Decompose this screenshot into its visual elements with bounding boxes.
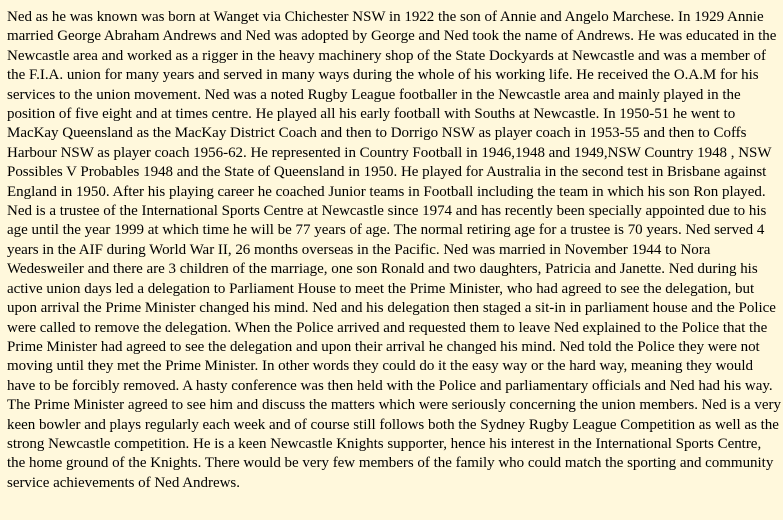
biography-paragraph: Ned as he was known was born at Wanget via Chichester NSW in 1922 the son of Annie and Angelo Marchese. In 1929 Annie married George Abraham Andrews and Ned was adopted by George and Ned took the name of Andrews. He was educated in the Newcastle area and worked as a rigger in the heavy machinery shop of the State Dockyards at Newcastle and was a member of the F.I.A. union for many years and served in many ways during the whole of his working life. He received the O.A.M for his services to the union movement. Ned was a noted Rugby League footballer in the Newcastle area and mainly played in the position of five eight and at times centre. He played all his early football with Souths at Newcastle. In 1950-51 he went to MacKay Queensland as the MacKay District Coach and then to Dorrigo NSW as player coach in 1953-55 and then to Coffs Harbour NSW as player coach 1956-62. He represented in Country Football in 1946,1948 and 1949,NSW Country 1948 , NSW Possibles V Probables 1948 and the State of Queensland in 1950. He played for Australia in the second test in Brisbane against England in 1950. After his playing career he coached Junior teams in Football including the team in which his son Ron played. Ned is a trustee of the International Sports Centre at Newcastle since 1974 and has recently been specially appointed due to his age until the year 1999 at which time he will be 77 years of age. The normal retiring age for a trustee is 70 years. Ned served 4 years in the AIF during World War II, 26 months overseas in the Pacific. Ned was married in November 1944 to Nora Wedesweiler and there are 3 children of the marriage, one son Ronald and two daughters, Patricia and Janette. Ned during his active union days led a delegation to Parliament House to meet the Prime Minister, who had agreed to see the delegation, but upon arrival the Prime Minister changed his mind. Ned and his delegation then staged a sit-in in parliament house and the Police were called to remove the delegation. When the Police arrived and requested them to leave Ned explained to the Police that the Prime Minister had agreed to see the delegation and upon their arrival he changed his mind. Ned told the Police they were not moving until they met the Prime Minister. In other words they could do it the easy way or the hard way, meaning they would have to be forcibly removed. A hasty conference was then held with the Police and parliamentary officials and Ned had his way. The Prime Minister agreed to see him and discuss the matters which were seriously concerning the union members. Ned is a very keen bowler and plays regularly each week and of course still follows both the Sydney Rugby League Competition as well as the strong Newcastle competition. He is a keen Newcastle Knights supporter, hence his interest in the International Sports Centre, the home ground of the Knights. There would be very few members of the family who could match the sporting and community service achievements of Ned Andrews. (7, 9, 781, 491)
